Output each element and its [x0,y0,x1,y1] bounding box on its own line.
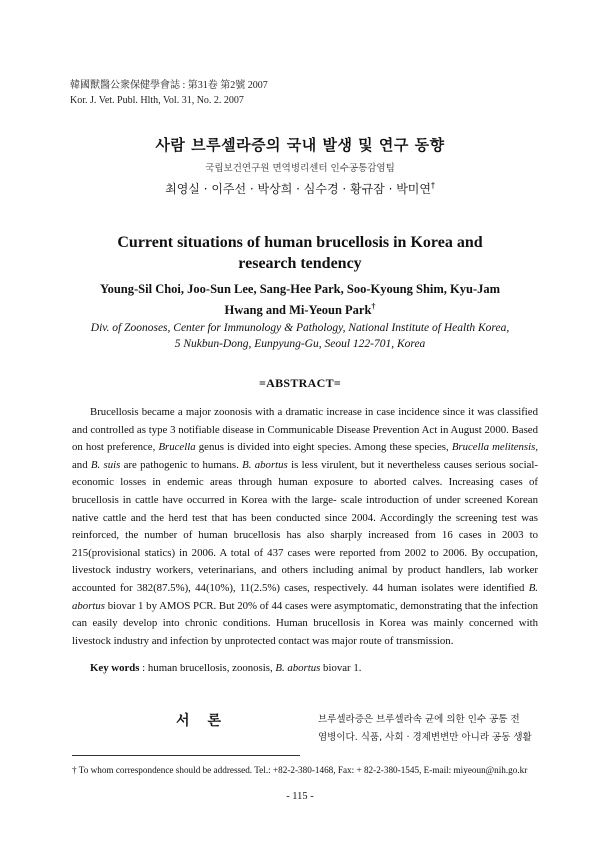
journal-title-hanja: 韓國獸醫公衆保健學會誌 : 第31卷 第2號 2007 [70,80,268,91]
introduction-heading-char: 론 [207,713,222,729]
korean-title: 사람 브루셀라증의 국내 발생 및 연구 동향 [155,136,445,154]
keywords-label: Key words [90,662,140,674]
english-affiliation-line1: Div. of Zoonoses, Center for Immunology & Pathology, National Institute of Health Korea, [90,322,510,334]
abstract-text: are pathogenic to humans. [120,458,243,471]
abstract-italic: Brucella melitensis [451,441,536,454]
abstract-italic: Brucella [158,441,196,454]
abstract-italic: B. abortus [242,458,288,471]
korean-authors-names: 최영실 · 이주선 · 박상희 · 심수경 · 황규잠 · 박미연 [165,182,431,196]
korean-corresponding-mark: † [430,181,435,190]
abstract-italic: B. abortus [72,581,538,612]
keywords-tail: biovar 1. [320,662,362,674]
footnote [72,764,538,777]
english-authors [80,281,520,319]
footnote-divider [72,755,300,756]
abstract-italic: B. suis [90,458,121,471]
keywords-text: human brucellosis, zoonosis, [147,662,276,674]
abstract-text: biovar 1 by AMOS PCR. But 20% of 44 cases were asymptomatic, demonstrating that the infection can easily develop into chronic conditions. Human brucellosis in Korea was mainly concerned with livestock industry and infection by unprotected contact was major route of transmission. [72,599,538,647]
introduction-heading-char: 서 [176,713,190,729]
page-number: - 115 - [286,791,314,802]
english-title: Current situations of human brucellosis in Korea and research tendency [117,234,483,272]
korean-affiliation: 국립보건연구원 면역병리센터 인수공통감염팀 [205,163,395,174]
abstract-body [72,404,538,650]
journal-header [70,78,268,108]
english-affiliation [60,320,540,352]
abstract-text: genus is divided into eight species. Among these species, [195,441,452,454]
footnote-text: To whom correspondence should be addressed. Tel.: +82-2-380-1468, Fax: + 82-2-380-1545, E-mail: miyeoun@nih.go.kr [76,765,528,775]
introduction-heading [176,710,239,730]
abstract-paragraph [72,404,538,650]
abstract-heading: =ABSTRACT= [258,376,342,390]
keywords-italic: B. abortus [275,662,321,674]
journal-title-english: Kor. J. Vet. Publ. Hlth, Vol. 31, No. 2. 2007 [70,95,244,106]
korean-authors [0,180,600,197]
introduction-line1: 브루셀라증은 브루셀라속 균에 의한 인수 공통 전 [318,714,520,725]
abstract-text: is less virulent, but it nevertheless causes serious social- economic losses in endemic areas through human exposure to aborted calves. Increasing cases of brucellosis in cattle have occurred in Korea with the large- scale introduction of under screened Korean native cattle and the herd test that has been conducted since 2004. Accordingly the screening test was reinforced, the number of human brucellosis has also sharply increased from 16 cases in 2003 to 215(provisional statics) in 2006. A total of 437 cases were reported from 2002 to 2006. By occupation, livestock industry workers, veterinarians, and others including animal by product handlers, lab worker accounted for 382(87.5%), 44(10%), 11(2.5%) cases, respectively. 44 human isolates were identified [72,458,538,594]
english-corresponding-mark: † [371,302,376,311]
english-affiliation-line2: 5 Nukbun-Dong, Eunpyung-Gu, Seoul 122-701, Korea [174,338,426,350]
introduction-text [318,711,543,747]
keywords-separator: : [139,662,148,674]
introduction-line2: 염병이다. 식품, 사회 · 경제변변만 아니라 공동 생활 [318,732,532,743]
keywords [90,660,530,676]
english-authors-names: Young-Sil Choi, Joo-Sun Lee, Sang-Hee Park, Soo-Kyoung Shim, Kyu-Jam Hwang and Mi-Yeoun Park [99,282,501,318]
abstract-text: Brucellosis became a major zoonosis with a dramatic increase in case incidence since it was classified and controlled as type 3 notifiable disease in Communicable Disease Prevention Act in August 2000. Based on host preference, [72,406,538,454]
abstract-text: , and [72,441,539,471]
footnote-mark: † [72,765,77,775]
